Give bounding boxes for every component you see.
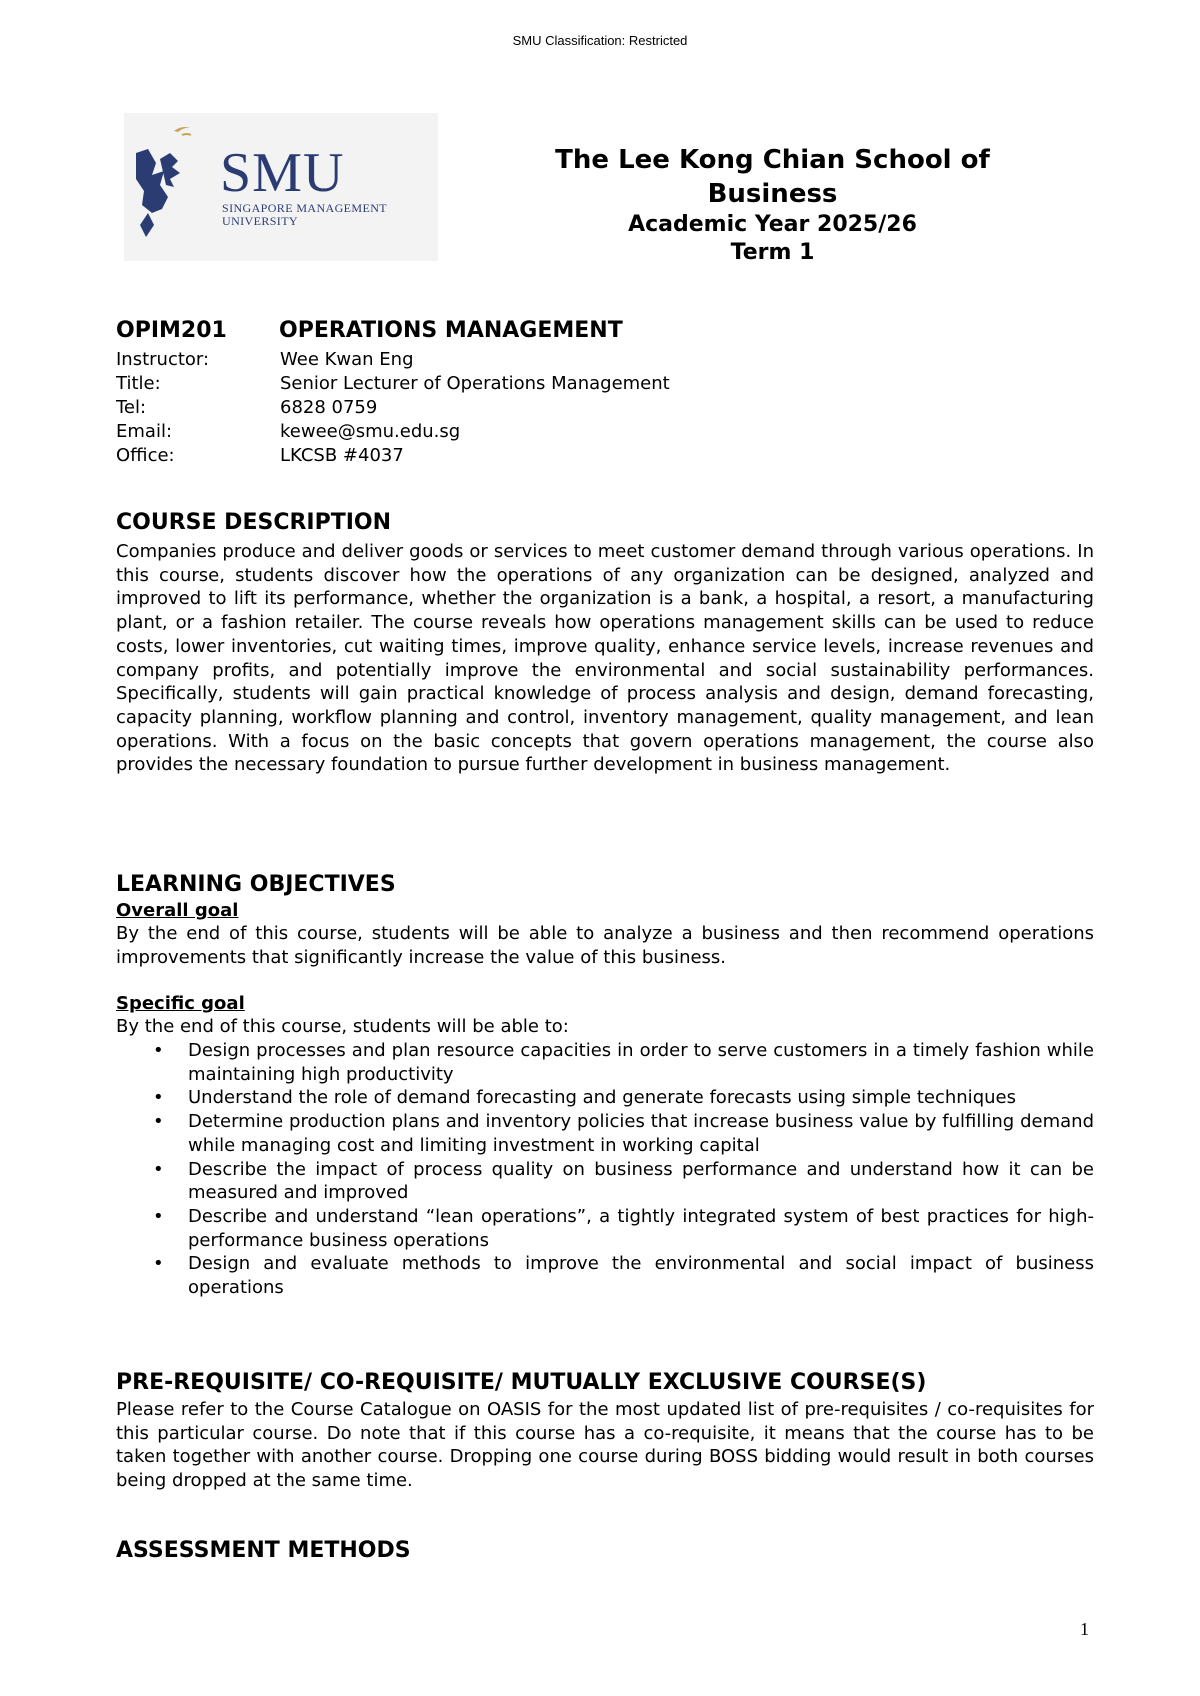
overall-goal-label: Overall goal	[116, 900, 239, 921]
title-row	[116, 372, 670, 396]
course-description-text: Companies produce and deliver goods or services to meet customer demand through various operations. In this course, students discover how the operations of any organization can be designed, analyzed and improved to lift its performance, whether the organization is a bank, a hospital, a resort, a manufacturing plant, or a fashion retailer. The course reveals how operations management skills can be used to reduce costs, lower inventories, cut waiting times, improve quality, enhance service levels, increase revenues and company profits, and potentially improve the environmental and social sustainability performances. Specifically, students will gain practical knowledge of process analysis and design, demand forecasting, capacity planning, workflow planning and control, inventory management, quality management, and lean operations. With a focus on the basic concepts that govern operations management, the course also provides the necessary foundation to pursue further development in business management.	[116, 541, 1094, 776]
list-item: • Describe and understand “lean operations”, a tightly integrated system of best practices for high-performance business operations	[116, 1205, 1094, 1252]
logo-subtitle-line1: SINGAPORE MANAGEMENT	[222, 201, 388, 215]
logo-subtitle-line2: UNIVERSITY	[222, 214, 298, 228]
tel-label: Tel:	[116, 397, 147, 418]
list-item: • Describe the impact of process quality on business performance and understand how it can be measured and improved	[116, 1158, 1094, 1205]
specific-goal-intro: By the end of this course, students will be able to:	[116, 1016, 569, 1037]
list-item: • Design and evaluate methods to improve the environmental and social impact of business operations	[116, 1252, 1094, 1299]
course-title	[116, 318, 623, 343]
academic-year: Academic Year 2025/26	[628, 212, 917, 237]
email-row	[116, 420, 670, 444]
office-label: Office:	[116, 445, 175, 466]
office-value: LKCSB #4037	[280, 445, 404, 466]
title-label: Title:	[116, 373, 161, 394]
office-row	[116, 444, 670, 468]
course-code: OPIM201	[116, 318, 227, 343]
assessment-methods-heading: ASSESSMENT METHODS	[116, 1538, 411, 1563]
list-item: • Determine production plans and inventory policies that increase business value by fulfilling demand while managing cost and limiting investment in working capital	[116, 1110, 1094, 1157]
course-description-heading: COURSE DESCRIPTION	[116, 510, 392, 535]
instructor-info	[116, 348, 670, 468]
prerequisite-heading: PRE-REQUISITE/ CO-REQUISITE/ MUTUALLY EXCLUSIVE COURSE(S)	[116, 1370, 927, 1395]
learning-objectives-heading: LEARNING OBJECTIVES	[116, 872, 396, 897]
tel-value: 6828 0759	[280, 397, 378, 418]
email-value: kewee@smu.edu.sg	[280, 421, 461, 442]
title-value: Senior Lecturer of Operations Management	[280, 373, 670, 394]
page-number: 1	[1080, 1619, 1089, 1639]
list-item: • Design processes and plan resource capacities in order to serve customers in a timely fashion while maintaining high productivity	[116, 1039, 1094, 1086]
email-label: Email:	[116, 421, 173, 442]
specific-goal-label: Specific goal	[116, 993, 245, 1014]
overall-goal-text: By the end of this course, students will be able to analyze a business and then recommend operations improvements that significantly increase the value of this business.	[116, 923, 1094, 968]
instructor-label: Instructor:	[116, 349, 210, 370]
list-item: • Understand the role of demand forecasting and generate forecasts using simple techniques	[116, 1086, 1094, 1110]
course-name: OPERATIONS MANAGEMENT	[279, 318, 623, 343]
classification-label: SMU Classification: Restricted	[512, 33, 688, 48]
logo-wordmark: SMU	[220, 142, 345, 204]
lion-emblem-icon	[124, 113, 224, 261]
instructor-row	[116, 348, 670, 372]
instructor-value: Wee Kwan Eng	[280, 349, 414, 370]
document-header	[500, 143, 1045, 267]
school-name: The Lee Kong Chian School of Business	[555, 145, 990, 209]
prerequisite-text: Please refer to the Course Catalogue on OASIS for the most updated list of pre-requisites / co-requisites for this particular course. Do note that if this course has a co-requisite, it means that the course has to be taken together with another course. Dropping one course during BOSS bidding would result in both courses being dropped at the same time.	[116, 1399, 1094, 1492]
tel-row	[116, 396, 670, 420]
smu-logo	[124, 113, 438, 261]
specific-goal-list	[116, 1039, 1094, 1300]
logo-subtitle	[222, 202, 387, 228]
term: Term 1	[730, 240, 815, 265]
